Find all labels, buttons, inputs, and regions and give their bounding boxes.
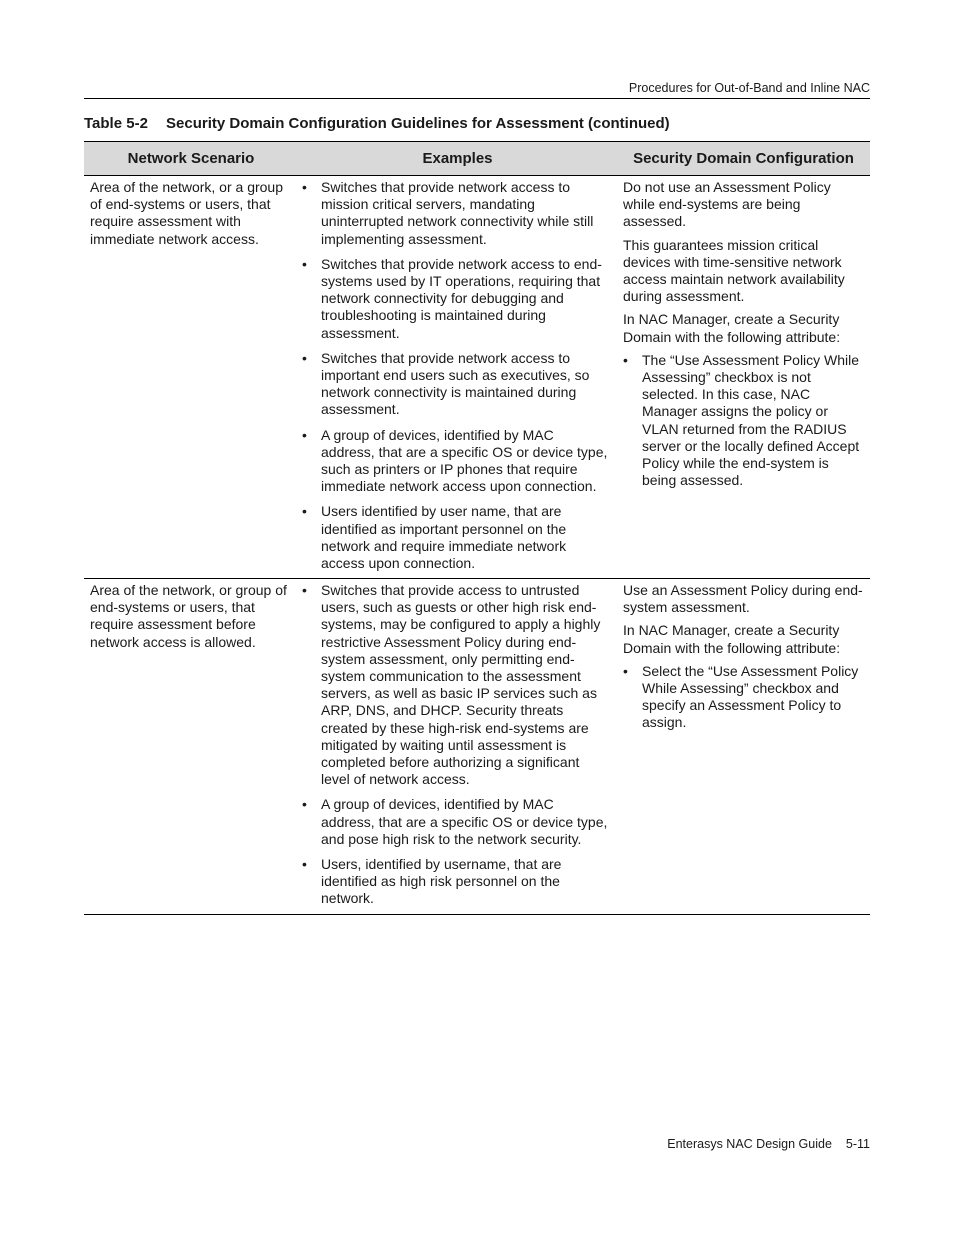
scenario-cell: Area of the network, or group of end-systems or users, that require assessment before network access is allowed. bbox=[90, 582, 287, 650]
list-item bbox=[302, 856, 611, 908]
bullet-icon: • bbox=[302, 796, 307, 813]
config-paragraph: In NAC Manager, create a Security Domain with the following attribute: bbox=[623, 311, 841, 345]
list-item bbox=[623, 663, 866, 732]
bullet-icon: • bbox=[302, 856, 307, 873]
header-rule bbox=[84, 98, 870, 99]
table-caption bbox=[84, 115, 870, 133]
examples-cell bbox=[298, 579, 617, 914]
example-text: A group of devices, identified by MAC address, that are a specific OS or device type, such as printers or IP phones that require immediate network access upon connection. bbox=[321, 426, 608, 495]
example-text: Switches that provide network access to end-systems used by IT operations, requiring that network connectivity for debugging and troubleshooting is maintained during assessment. bbox=[321, 255, 602, 341]
footer-guide-title: Enterasys NAC Design Guide bbox=[667, 1137, 832, 1151]
table-header-row bbox=[84, 141, 870, 176]
bullet-icon: • bbox=[623, 662, 628, 679]
config-paragraph: Use an Assessment Policy during end-system assessment. bbox=[623, 582, 863, 616]
examples-list bbox=[302, 179, 611, 572]
bullet-icon: • bbox=[302, 179, 307, 195]
examples-cell bbox=[298, 176, 617, 578]
config-bullet-text: Select the “Use Assessment Policy While Assessing” checkbox and specify an Assessment Policy to assign. bbox=[642, 662, 859, 731]
example-text: Switches that provide access to untrusted users, such as guests or other high risk end-systems, may be configured to apply a highly restrictive Assessment Policy during end-system assessment, only permitting end-system communication to the assessment servers, as well as basic IP services such as ARP, DNS, and DHCP. Security threats created by these high-risk end-systems are mitigated by waiting until assessment is completed before authorizing a significant level of network access. bbox=[321, 582, 601, 788]
list-item bbox=[302, 350, 611, 419]
example-text: A group of devices, identified by MAC address, that are a specific OS or device type, and pose high risk to the network security. bbox=[321, 796, 608, 847]
bullet-icon: • bbox=[302, 503, 307, 520]
config-paragraph: Do not use an Assessment Policy while end-systems are being assessed. bbox=[623, 179, 831, 230]
guidelines-table bbox=[84, 141, 870, 915]
configuration-cell bbox=[617, 176, 870, 578]
example-text: Users identified by user name, that are identified as important personnel on the network and require immediate network access upon connection. bbox=[321, 503, 567, 572]
config-paragraph: In NAC Manager, create a Security Domain with the following attribute: bbox=[623, 622, 841, 656]
list-item bbox=[623, 352, 866, 490]
bullet-icon: • bbox=[302, 582, 307, 598]
bullet-icon: • bbox=[302, 255, 307, 272]
column-header-network-scenario: Network Scenario bbox=[127, 150, 255, 167]
column-header-security-domain-configuration: Security Domain Configuration bbox=[633, 150, 854, 167]
page-footer bbox=[84, 1136, 870, 1152]
example-text: Switches that provide network access to mission critical servers, mandating uninterrupted network connectivity while still implementing assessment. bbox=[321, 179, 594, 247]
page-number: 5-11 bbox=[845, 1137, 870, 1151]
table-row bbox=[84, 579, 870, 915]
config-list bbox=[623, 352, 866, 490]
config-list bbox=[623, 663, 866, 732]
column-header-examples: Examples bbox=[422, 150, 493, 167]
list-item bbox=[302, 796, 611, 848]
table-caption-label: Table 5-2 bbox=[84, 115, 148, 132]
bullet-icon: • bbox=[623, 351, 628, 368]
list-item bbox=[302, 179, 611, 248]
list-item bbox=[302, 256, 611, 342]
running-head: Procedures for Out-of-Band and Inline NAC bbox=[628, 81, 870, 95]
example-text: Users, identified by username, that are identified as high risk personnel on the network. bbox=[321, 856, 562, 907]
examples-list bbox=[302, 582, 611, 908]
table-row bbox=[84, 176, 870, 579]
config-bullet-text: The “Use Assessment Policy While Assessing” checkbox is not selected. In this case, NAC Manager assigns the policy or VLAN returned from the RADIUS server or the locally defined Accept Policy while the end-system is being assessed. bbox=[642, 351, 860, 489]
list-item bbox=[302, 427, 611, 496]
example-text: Switches that provide network access to important end users such as executives, so network connectivity is maintained during assessment. bbox=[321, 349, 590, 418]
configuration-cell bbox=[617, 579, 870, 914]
list-item bbox=[302, 503, 611, 572]
bullet-icon: • bbox=[302, 349, 307, 366]
config-paragraph: This guarantees mission critical devices with time-sensitive network access maintain network availability during assessment. bbox=[623, 236, 845, 305]
bullet-icon: • bbox=[302, 426, 307, 443]
table-caption-title: Security Domain Configuration Guidelines for Assessment (continued) bbox=[166, 115, 670, 132]
list-item bbox=[302, 582, 611, 788]
scenario-cell: Area of the network, or a group of end-systems or users, that require assessment with immediate network access. bbox=[90, 179, 283, 247]
